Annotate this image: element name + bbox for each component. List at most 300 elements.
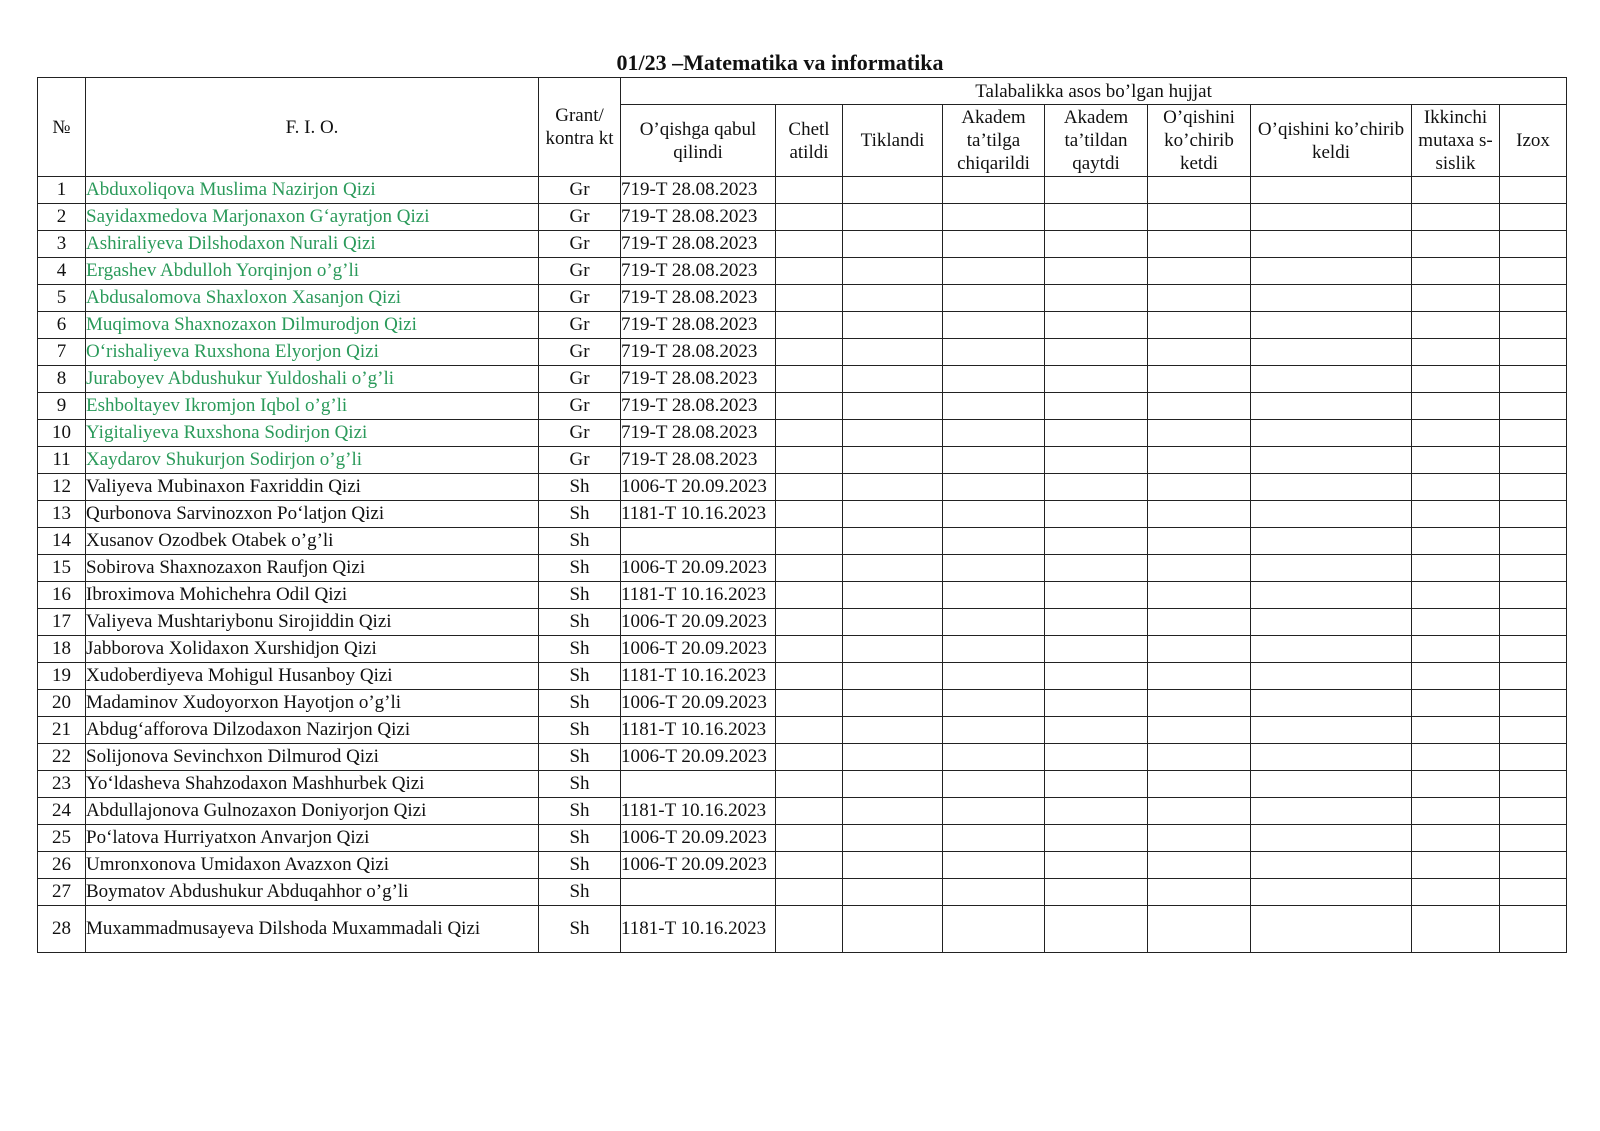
empty-cell	[1500, 393, 1567, 420]
table-row	[38, 474, 1567, 501]
table-row	[38, 312, 1567, 339]
empty-cell	[1148, 339, 1251, 366]
empty-cell	[1045, 771, 1148, 798]
student-name: Ibroximova Mohichehra Odil Qizi	[86, 582, 539, 609]
header-transferred-in: O’qishini ko’chirib keldi	[1251, 105, 1412, 177]
empty-cell	[943, 501, 1045, 528]
empty-cell	[776, 690, 843, 717]
grant-contract-cell: Sh	[539, 582, 621, 609]
admission-order-cell: 1181-T 10.16.2023	[621, 717, 776, 744]
empty-cell	[776, 366, 843, 393]
document-title: 01/23 –Matematika va informatika	[616, 50, 944, 75]
grant-contract-cell: Sh	[539, 825, 621, 852]
student-name: Umronxonova Umidaxon Avazxon Qizi	[86, 852, 539, 879]
empty-cell	[843, 555, 943, 582]
empty-cell	[943, 474, 1045, 501]
empty-cell	[1045, 285, 1148, 312]
grant-contract-cell: Sh	[539, 906, 621, 953]
grant-contract-cell: Sh	[539, 501, 621, 528]
empty-cell	[1412, 879, 1500, 906]
empty-cell	[776, 582, 843, 609]
row-number: 8	[38, 366, 86, 393]
empty-cell	[1500, 447, 1567, 474]
empty-cell	[1148, 717, 1251, 744]
student-name: Madaminov Xudoyorxon Hayotjon o’g’li	[86, 690, 539, 717]
empty-cell	[843, 447, 943, 474]
empty-cell	[1412, 825, 1500, 852]
header-admitted: O’qishga qabul qilindi	[621, 105, 776, 177]
empty-cell	[1412, 501, 1500, 528]
empty-cell	[1251, 339, 1412, 366]
header-grant-contract: Grant/ kontra kt	[539, 78, 621, 177]
table-row	[38, 231, 1567, 258]
student-roster-table	[37, 77, 1567, 953]
empty-cell	[776, 555, 843, 582]
empty-cell	[1045, 231, 1148, 258]
admission-order-cell	[621, 879, 776, 906]
row-number: 1	[38, 177, 86, 204]
empty-cell	[776, 204, 843, 231]
table-row	[38, 285, 1567, 312]
empty-cell	[943, 393, 1045, 420]
header-number: №	[38, 78, 86, 177]
table-row	[38, 447, 1567, 474]
empty-cell	[1148, 906, 1251, 953]
header-fio: F. I. O.	[86, 78, 539, 177]
empty-cell	[1412, 555, 1500, 582]
empty-cell	[1500, 177, 1567, 204]
empty-cell	[843, 663, 943, 690]
empty-cell	[1500, 636, 1567, 663]
empty-cell	[843, 285, 943, 312]
empty-cell	[776, 474, 843, 501]
student-name: Abduxoliqova Muslima Nazirjon Qizi	[86, 177, 539, 204]
header-document-basis: Talabalikka asos bo’lgan hujjat	[621, 78, 1567, 105]
empty-cell	[1251, 258, 1412, 285]
empty-cell	[1251, 582, 1412, 609]
table-row	[38, 366, 1567, 393]
empty-cell	[1045, 420, 1148, 447]
empty-cell	[1500, 474, 1567, 501]
empty-cell	[1148, 798, 1251, 825]
admission-order-cell: 719-T 28.08.2023	[621, 420, 776, 447]
grant-contract-cell: Gr	[539, 420, 621, 447]
empty-cell	[1045, 744, 1148, 771]
empty-cell	[843, 690, 943, 717]
empty-cell	[776, 663, 843, 690]
empty-cell	[1251, 852, 1412, 879]
row-number: 12	[38, 474, 86, 501]
student-name: Solijonova Sevinchxon Dilmurod Qizi	[86, 744, 539, 771]
grant-contract-cell: Gr	[539, 285, 621, 312]
empty-cell	[843, 393, 943, 420]
admission-order-cell: 1006-T 20.09.2023	[621, 609, 776, 636]
empty-cell	[943, 798, 1045, 825]
empty-cell	[1500, 501, 1567, 528]
empty-cell	[943, 420, 1045, 447]
empty-cell	[1148, 285, 1251, 312]
empty-cell	[1148, 771, 1251, 798]
empty-cell	[1045, 825, 1148, 852]
empty-cell	[843, 231, 943, 258]
student-name: Abdug‘afforova Dilzodaxon Nazirjon Qizi	[86, 717, 539, 744]
admission-order-cell: 719-T 28.08.2023	[621, 177, 776, 204]
empty-cell	[1251, 312, 1412, 339]
admission-order-cell: 719-T 28.08.2023	[621, 339, 776, 366]
empty-cell	[1500, 717, 1567, 744]
row-number: 9	[38, 393, 86, 420]
empty-cell	[1148, 447, 1251, 474]
empty-cell	[1500, 420, 1567, 447]
empty-cell	[843, 879, 943, 906]
empty-cell	[1148, 258, 1251, 285]
table-row	[38, 798, 1567, 825]
empty-cell	[1148, 636, 1251, 663]
empty-cell	[1251, 474, 1412, 501]
empty-cell	[1045, 258, 1148, 285]
empty-cell	[843, 825, 943, 852]
admission-order-cell	[621, 771, 776, 798]
table-header	[38, 78, 1567, 177]
empty-cell	[843, 852, 943, 879]
empty-cell	[1500, 906, 1567, 953]
empty-cell	[943, 663, 1045, 690]
student-name: Ashiraliyeva Dilshodaxon Nurali Qizi	[86, 231, 539, 258]
empty-cell	[1148, 393, 1251, 420]
empty-cell	[776, 177, 843, 204]
grant-contract-cell: Gr	[539, 312, 621, 339]
student-name: Sayidaxmedova Marjonaxon G‘ayratjon Qizi	[86, 204, 539, 231]
empty-cell	[1500, 258, 1567, 285]
empty-cell	[1412, 852, 1500, 879]
grant-contract-cell: Sh	[539, 663, 621, 690]
admission-order-cell: 1006-T 20.09.2023	[621, 852, 776, 879]
empty-cell	[943, 528, 1045, 555]
admission-order-cell: 1006-T 20.09.2023	[621, 690, 776, 717]
empty-cell	[1148, 474, 1251, 501]
empty-cell	[843, 366, 943, 393]
empty-cell	[1251, 231, 1412, 258]
empty-cell	[843, 312, 943, 339]
empty-cell	[776, 771, 843, 798]
row-number: 2	[38, 204, 86, 231]
table-row	[38, 177, 1567, 204]
empty-cell	[1251, 366, 1412, 393]
empty-cell	[776, 825, 843, 852]
empty-cell	[1045, 366, 1148, 393]
empty-cell	[1045, 636, 1148, 663]
row-number: 22	[38, 744, 86, 771]
admission-order-cell: 719-T 28.08.2023	[621, 393, 776, 420]
empty-cell	[1148, 231, 1251, 258]
table-row	[38, 825, 1567, 852]
empty-cell	[1251, 825, 1412, 852]
grant-contract-cell: Sh	[539, 852, 621, 879]
empty-cell	[943, 258, 1045, 285]
empty-cell	[1500, 663, 1567, 690]
empty-cell	[776, 717, 843, 744]
row-number: 3	[38, 231, 86, 258]
row-number: 17	[38, 609, 86, 636]
row-number: 20	[38, 690, 86, 717]
empty-cell	[943, 744, 1045, 771]
empty-cell	[776, 501, 843, 528]
table-row	[38, 555, 1567, 582]
grant-contract-cell: Gr	[539, 231, 621, 258]
student-name: Xaydarov Shukurjon Sodirjon o’g’li	[86, 447, 539, 474]
empty-cell	[1045, 717, 1148, 744]
grant-contract-cell: Sh	[539, 528, 621, 555]
empty-cell	[1500, 528, 1567, 555]
row-number: 26	[38, 852, 86, 879]
row-number: 6	[38, 312, 86, 339]
row-number: 4	[38, 258, 86, 285]
empty-cell	[943, 825, 1045, 852]
empty-cell	[1251, 555, 1412, 582]
empty-cell	[943, 582, 1045, 609]
student-name: Po‘latova Hurriyatxon Anvarjon Qizi	[86, 825, 539, 852]
empty-cell	[1251, 447, 1412, 474]
table-row	[38, 663, 1567, 690]
grant-contract-cell: Gr	[539, 366, 621, 393]
empty-cell	[1500, 852, 1567, 879]
empty-cell	[1500, 339, 1567, 366]
empty-cell	[1251, 420, 1412, 447]
empty-cell	[1045, 582, 1148, 609]
empty-cell	[1045, 204, 1148, 231]
student-name: Jabborova Xolidaxon Xurshidjon Qizi	[86, 636, 539, 663]
empty-cell	[1148, 609, 1251, 636]
empty-cell	[1148, 420, 1251, 447]
empty-cell	[1412, 312, 1500, 339]
empty-cell	[1251, 906, 1412, 953]
empty-cell	[1251, 771, 1412, 798]
empty-cell	[1251, 501, 1412, 528]
empty-cell	[1412, 528, 1500, 555]
grant-contract-cell: Gr	[539, 393, 621, 420]
empty-cell	[1412, 420, 1500, 447]
empty-cell	[1045, 609, 1148, 636]
empty-cell	[1412, 690, 1500, 717]
empty-cell	[1251, 663, 1412, 690]
student-name: Ergashev Abdulloh Yorqinjon o’g’li	[86, 258, 539, 285]
empty-cell	[843, 582, 943, 609]
empty-cell	[1412, 285, 1500, 312]
empty-cell	[1148, 582, 1251, 609]
grant-contract-cell: Sh	[539, 609, 621, 636]
empty-cell	[943, 339, 1045, 366]
row-number: 24	[38, 798, 86, 825]
empty-cell	[1500, 555, 1567, 582]
row-number: 14	[38, 528, 86, 555]
empty-cell	[1412, 474, 1500, 501]
header-academic-leave: Akadem ta’tilga chiqarildi	[943, 105, 1045, 177]
empty-cell	[1045, 339, 1148, 366]
student-name: Boymatov Abdushukur Abduqahhor o’g’li	[86, 879, 539, 906]
grant-contract-cell: Sh	[539, 879, 621, 906]
grant-contract-cell: Gr	[539, 258, 621, 285]
admission-order-cell: 1181-T 10.16.2023	[621, 906, 776, 953]
table-row	[38, 690, 1567, 717]
student-name: Muqimova Shaxnozaxon Dilmurodjon Qizi	[86, 312, 539, 339]
table-row	[38, 906, 1567, 953]
admission-order-cell: 1006-T 20.09.2023	[621, 555, 776, 582]
empty-cell	[776, 447, 843, 474]
empty-cell	[776, 798, 843, 825]
empty-cell	[943, 906, 1045, 953]
empty-cell	[776, 852, 843, 879]
student-name: O‘rishaliyeva Ruxshona Elyorjon Qizi	[86, 339, 539, 366]
row-number: 21	[38, 717, 86, 744]
table-row	[38, 420, 1567, 447]
table-row	[38, 852, 1567, 879]
empty-cell	[1412, 744, 1500, 771]
empty-cell	[1251, 879, 1412, 906]
admission-order-cell: 1181-T 10.16.2023	[621, 582, 776, 609]
empty-cell	[776, 906, 843, 953]
empty-cell	[1148, 663, 1251, 690]
empty-cell	[776, 609, 843, 636]
table-row	[38, 771, 1567, 798]
empty-cell	[1148, 555, 1251, 582]
table-row	[38, 609, 1567, 636]
student-name: Valiyeva Mubinaxon Faxriddin Qizi	[86, 474, 539, 501]
grant-contract-cell: Gr	[539, 177, 621, 204]
empty-cell	[1045, 312, 1148, 339]
empty-cell	[1251, 717, 1412, 744]
empty-cell	[1412, 609, 1500, 636]
empty-cell	[1148, 744, 1251, 771]
table-row	[38, 393, 1567, 420]
row-number: 25	[38, 825, 86, 852]
empty-cell	[1045, 690, 1148, 717]
table-row	[38, 582, 1567, 609]
empty-cell	[1045, 798, 1148, 825]
empty-cell	[1045, 474, 1148, 501]
table-row	[38, 339, 1567, 366]
empty-cell	[1412, 366, 1500, 393]
row-number: 7	[38, 339, 86, 366]
empty-cell	[943, 231, 1045, 258]
empty-cell	[776, 636, 843, 663]
empty-cell	[1500, 744, 1567, 771]
empty-cell	[1412, 339, 1500, 366]
empty-cell	[1251, 636, 1412, 663]
empty-cell	[1148, 204, 1251, 231]
empty-cell	[776, 285, 843, 312]
empty-cell	[1412, 177, 1500, 204]
admission-order-cell: 1006-T 20.09.2023	[621, 825, 776, 852]
header-academic-return: Akadem ta’tildan qaytdi	[1045, 105, 1148, 177]
admission-order-cell: 1181-T 10.16.2023	[621, 663, 776, 690]
empty-cell	[843, 420, 943, 447]
student-name: Yo‘ldasheva Shahzodaxon Mashhurbek Qizi	[86, 771, 539, 798]
empty-cell	[1412, 393, 1500, 420]
empty-cell	[943, 609, 1045, 636]
row-number: 5	[38, 285, 86, 312]
student-name: Valiyeva Mushtariybonu Sirojiddin Qizi	[86, 609, 539, 636]
grant-contract-cell: Sh	[539, 717, 621, 744]
table-row	[38, 879, 1567, 906]
header-note: Izox	[1500, 105, 1567, 177]
empty-cell	[1045, 555, 1148, 582]
empty-cell	[1148, 879, 1251, 906]
grant-contract-cell: Gr	[539, 447, 621, 474]
empty-cell	[843, 744, 943, 771]
empty-cell	[1500, 312, 1567, 339]
empty-cell	[1412, 204, 1500, 231]
empty-cell	[1251, 609, 1412, 636]
student-name: Sobirova Shaxnozaxon Raufjon Qizi	[86, 555, 539, 582]
empty-cell	[1045, 528, 1148, 555]
empty-cell	[776, 258, 843, 285]
empty-cell	[1148, 177, 1251, 204]
empty-cell	[943, 366, 1045, 393]
empty-cell	[1045, 906, 1148, 953]
empty-cell	[1251, 177, 1412, 204]
empty-cell	[943, 447, 1045, 474]
grant-contract-cell: Sh	[539, 474, 621, 501]
empty-cell	[843, 906, 943, 953]
student-name: Qurbonova Sarvinozxon Po‘latjon Qizi	[86, 501, 539, 528]
row-number: 23	[38, 771, 86, 798]
empty-cell	[1045, 879, 1148, 906]
table-row	[38, 501, 1567, 528]
empty-cell	[1148, 825, 1251, 852]
student-name: Xudoberdiyeva Mohigul Husanboy Qizi	[86, 663, 539, 690]
empty-cell	[843, 636, 943, 663]
row-number: 13	[38, 501, 86, 528]
empty-cell	[1412, 663, 1500, 690]
empty-cell	[943, 285, 1045, 312]
empty-cell	[1412, 258, 1500, 285]
empty-cell	[1251, 393, 1412, 420]
empty-cell	[1500, 582, 1567, 609]
empty-cell	[1500, 690, 1567, 717]
empty-cell	[776, 312, 843, 339]
row-number: 27	[38, 879, 86, 906]
admission-order-cell: 719-T 28.08.2023	[621, 204, 776, 231]
row-number: 15	[38, 555, 86, 582]
empty-cell	[843, 177, 943, 204]
empty-cell	[943, 771, 1045, 798]
empty-cell	[1251, 744, 1412, 771]
row-number: 10	[38, 420, 86, 447]
empty-cell	[843, 609, 943, 636]
empty-cell	[943, 204, 1045, 231]
empty-cell	[1251, 204, 1412, 231]
empty-cell	[1412, 717, 1500, 744]
empty-cell	[1412, 798, 1500, 825]
empty-cell	[1500, 771, 1567, 798]
empty-cell	[1412, 636, 1500, 663]
table-row	[38, 744, 1567, 771]
row-number: 18	[38, 636, 86, 663]
empty-cell	[1500, 798, 1567, 825]
empty-cell	[1412, 771, 1500, 798]
student-name: Yigitaliyeva Ruxshona Sodirjon Qizi	[86, 420, 539, 447]
empty-cell	[1412, 447, 1500, 474]
empty-cell	[843, 258, 943, 285]
table-row	[38, 204, 1567, 231]
student-name: Abdullajonova Gulnozaxon Doniyorjon Qizi	[86, 798, 539, 825]
admission-order-cell: 719-T 28.08.2023	[621, 231, 776, 258]
empty-cell	[1045, 177, 1148, 204]
empty-cell	[843, 501, 943, 528]
admission-order-cell: 719-T 28.08.2023	[621, 258, 776, 285]
empty-cell	[843, 339, 943, 366]
empty-cell	[1045, 663, 1148, 690]
